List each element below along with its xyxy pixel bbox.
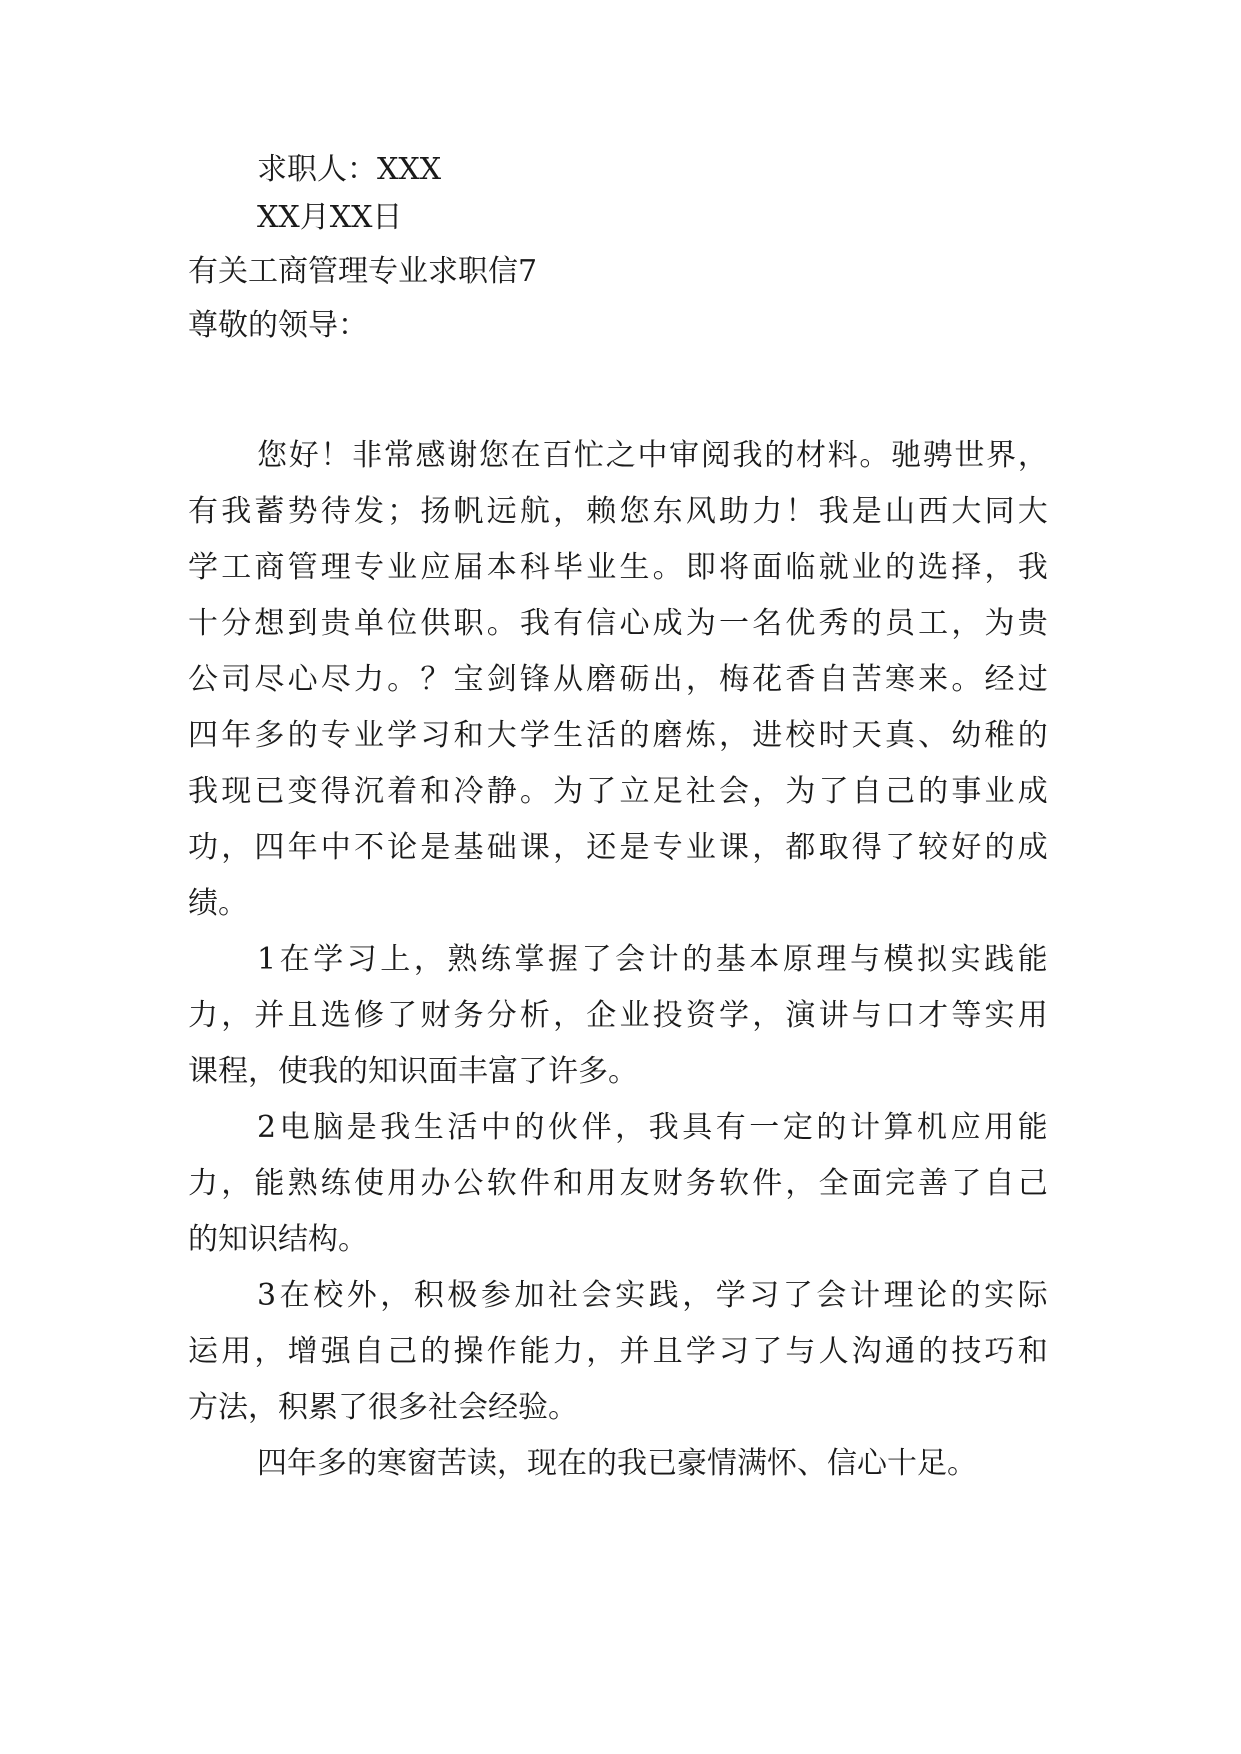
signature-date: XX月XX日: [257, 200, 403, 235]
body-line: 功 ， 四 年 中 不 论 是 基 础 课 ， 还 是 专 业 课 ， 都 取 得 了 较 好 的 成: [188, 830, 1048, 865]
body-line: 的知识结构。: [188, 1222, 368, 1257]
body-line: 公 司 尽 心 尽 力 。 ？ 宝 剑 锋 从 磨 砺 出 ， 梅 花 香 自 苦 寒 来 。 经 过: [188, 662, 1048, 697]
salutation: 尊敬的领导：: [188, 308, 368, 343]
body-line: 3 在 校 外 ， 积 极 参 加 社 会 实 践 ， 学 习 了 会 计 理 论 的 实 际: [257, 1278, 1048, 1313]
body-line: 力 ， 并 且 选 修 了 财 务 分 析 ， 企 业 投 资 学 ， 演 讲 与 口 才 等 实 用: [188, 998, 1048, 1033]
body-line: 学 工 商 管 理 专 业 应 届 本 科 毕 业 生 。 即 将 面 临 就 业 的 选 择 ， 我: [188, 550, 1048, 585]
body-line: 课程，使我的知识面丰富了许多。: [188, 1054, 638, 1089]
body-line: 四 年 多 的 专 业 学 习 和 大 学 生 活 的 磨 炼 ， 进 校 时 天 真 、 幼 稚 的: [188, 718, 1048, 753]
body-line: 我 现 已 变 得 沉 着 和 冷 静 。 为 了 立 足 社 会 ， 为 了 自 己 的 事 业 成: [188, 774, 1048, 809]
body-line: 运 用 ， 增 强 自 己 的 操 作 能 力 ， 并 且 学 习 了 与 人 沟 通 的 技 巧 和: [188, 1334, 1048, 1369]
body-line: 1 在 学 习 上 ， 熟 练 掌 握 了 会 计 的 基 本 原 理 与 模 拟 实 践 能: [257, 942, 1048, 977]
body-line: 方法，积累了很多社会经验。: [188, 1390, 578, 1425]
body-line: 有 我 蓄 势 待 发 ； 扬 帆 远 航 ， 赖 您 东 风 助 力 ！ 我 是 山 西 大 同 大: [188, 494, 1048, 529]
body-line: 绩。: [188, 886, 248, 921]
body-line: 十 分 想 到 贵 单 位 供 职 。 我 有 信 心 成 为 一 名 优 秀 的 员 工 ， 为 贵: [188, 606, 1048, 641]
letter-title: 有关工商管理专业求职信7: [188, 254, 538, 289]
body-line: 力 ， 能 熟 练 使 用 办 公 软 件 和 用 友 财 务 软 件 ， 全 面 完 善 了 自 己: [188, 1166, 1048, 1201]
body-line: 您 好 ！ 非 常 感 谢 您 在 百 忙 之 中 审 阅 我 的 材 料 。 驰 骋 世 界 ，: [257, 438, 1048, 473]
body-line: 2 电 脑 是 我 生 活 中 的 伙 伴 ， 我 具 有 一 定 的 计 算 机 应 用 能: [257, 1110, 1048, 1145]
body-line: 四年多的寒窗苦读，现在的我已豪情满怀、信心十足。: [257, 1446, 977, 1481]
applicant-signature: 求职人：XXX: [257, 152, 442, 187]
